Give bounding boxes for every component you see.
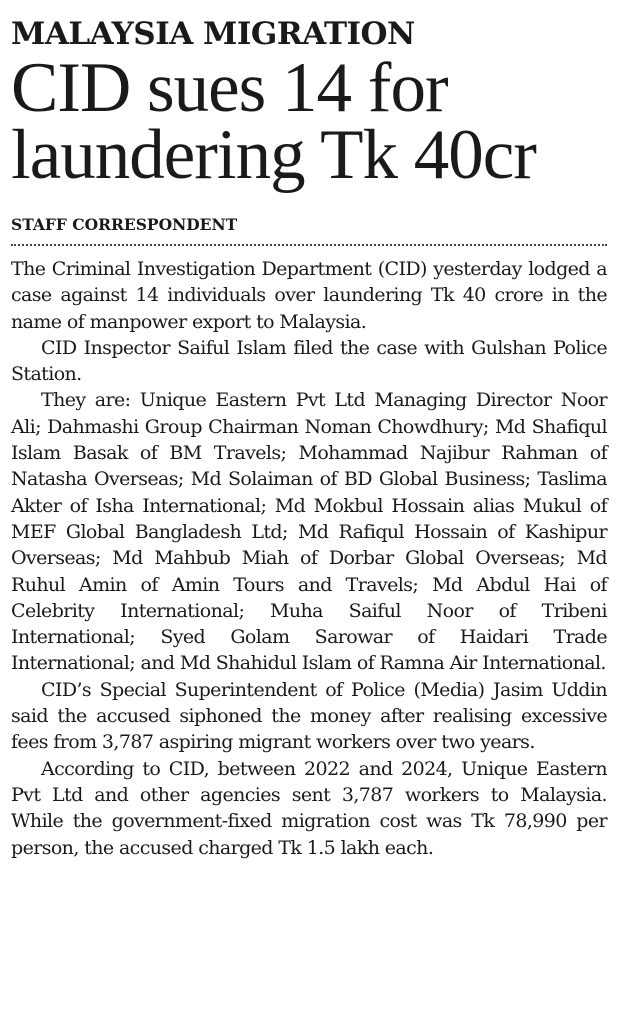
dotted-divider — [11, 244, 607, 246]
headline — [11, 49, 607, 194]
paragraph-3: They are: Unique Eastern Pvt Ltd Managing Director Noor Ali; Dahmashi Group Chairman Noman Chowdhury; Md Shafiqul Islam Basak of BM Travels; Mohammad Najibur Rahman of Natasha Overseas; Md Solaiman of BD Global Business; Taslima Akter of Isha International; Md Mokbul Hossain alias Mukul of MEF Global Bangladesh Ltd; Md Rafiqul Hossain of Kashipur Overseas; Md Mahbub Miah of Dorbar Global Overseas; Md Ruhul Amin of Amin Tours and Travels; Md Abdul Hai of Celebrity International; Muha Saiful Noor of Tribeni International; Syed Golam Sarowar of Haidari Trade International; and Md Shahidul Islam of Ramna Air International. — [11, 389, 607, 675]
headline-line-2: laundering Tk 40cr — [11, 116, 536, 194]
paragraph-4: CID’s Special Superintendent of Police (Media) Jasim Uddin said the accused siphoned the money after realising excessive fees from 3,787 aspiring migrant workers over two years. — [11, 678, 607, 754]
byline: STAFF CORRESPONDENT — [11, 215, 238, 234]
paragraph-1: The Criminal Investigation Department (CID) yesterday lodged a case against 14 individuals over laundering Tk 40 crore in the name of manpower export to Malaysia. — [11, 258, 607, 333]
article-body — [11, 256, 607, 861]
paragraph-2: CID Inspector Saiful Islam filed the case with Gulshan Police Station. — [11, 336, 607, 386]
headline-line-1: CID sues 14 for — [11, 49, 448, 127]
paragraph-5: According to CID, between 2022 and 2024, Unique Eastern Pvt Ltd and other agencies sent 3,787 workers to Malaysia. While the government-fixed migration cost was Tk 78,990 per person, the accused charged Tk 1.5 lakh each. — [11, 757, 607, 859]
section-kicker: MALAYSIA MIGRATION — [11, 16, 415, 52]
news-article — [11, 14, 607, 861]
